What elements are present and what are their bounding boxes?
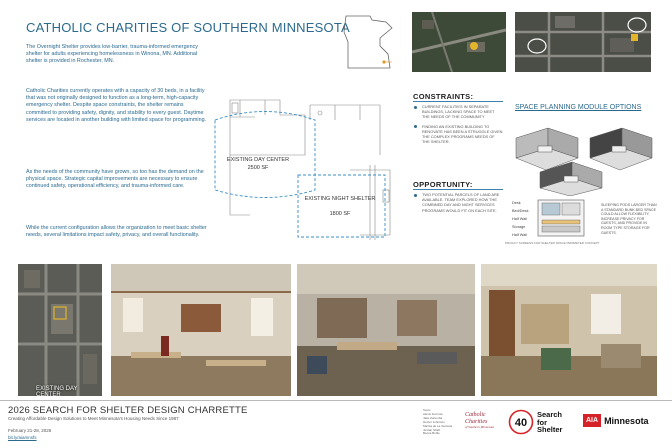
opportunity-underline (413, 189, 503, 190)
interior-photo-1 (111, 264, 291, 396)
interior-photo-3 (481, 264, 657, 396)
privacy-screens-caption: PRIVACY SCREENS FOR SHELTER SPACE PERIMETER CONCEPT (505, 241, 600, 245)
team-member: Alexis Fortnow (423, 411, 443, 416)
footer-title: 2026 SEARCH FOR SHELTER DESIGN CHARRETTE (8, 405, 248, 416)
team-member: Marisa de La Ventana (423, 423, 453, 428)
team-member: Hector Johnston (423, 419, 445, 424)
module-label-bed-desk: Bed/Desk (512, 209, 529, 213)
intro-paragraph: The Overnight Shelter provides low-barrier, trauma-informed emergency shelter for adults experiencing homelessness in Winona, MN. Additional shelter is provided in Rochester, MN. (26, 44, 198, 65)
team-list (423, 409, 463, 436)
constraint-item: FINDING AN EXISTING BUILDING TO RENOVATE HAS BEEN A STRUGGLE GIVEN THE COMPLEX PROGRAMS NEEDS OF THE SHELTER. (413, 124, 503, 145)
minnesota-locator-map (340, 12, 398, 72)
module-plan-diagram (510, 198, 598, 240)
interior-photo-2 (297, 264, 475, 396)
footer-divider (0, 400, 672, 401)
module-label-half-wall-2: Half Wall (512, 233, 528, 237)
opportunity-heading: OPPORTUNITY: (413, 180, 473, 189)
logo-sfs-line3: Shelter (537, 425, 563, 435)
page-title: CATHOLIC CHARITIES OF SOUTHERN MINNESOTA (26, 20, 350, 35)
constraints-heading: CONSTRAINTS: (413, 92, 474, 101)
photo-caption: EXISTING DAY CENTER (36, 386, 78, 396)
logo-sfs-line1: Search (537, 410, 563, 419)
night-shelter-area: 1800 SF (329, 211, 351, 217)
logo-sfs-line2: for (537, 417, 547, 427)
team-member: Jake Zaremba (423, 415, 443, 420)
aia-minnesota-text: Minnesota (604, 415, 649, 426)
module-label-half-wall: Half Wall (512, 217, 528, 221)
opportunity-list (413, 192, 503, 217)
footer-link[interactable]: bit.ly/aiamnsfs (8, 435, 37, 440)
module-label-storage: Storage (512, 225, 526, 229)
day-center-label: EXISTING DAY CENTER (226, 157, 290, 163)
module-label-desk: Desk (512, 201, 521, 205)
logo-cc-line2: Charities (465, 418, 488, 425)
aerial-photo-parcels (515, 12, 651, 72)
logo-cc-line3: of Southern Minnesota (465, 425, 495, 429)
aerial-photo-site (412, 12, 506, 72)
space-planning-heading: SPACE PLANNING MODULE OPTIONS (515, 104, 642, 111)
needs-paragraph: As the needs of the community have grown, so too has the demand on the physical space. Strategic capital improvements are necessary to ensure continued safety, operational efficiency, and trauma-informed care. (26, 169, 204, 190)
constraint-item: CURRENT FACILITIES IN SEPARATE BUILDINGS, LACKING SPACE TO MEET THE NEEDS OF THE COMMUNITY (413, 104, 503, 120)
40-years-logo (508, 409, 534, 435)
floor-plan-diagram (210, 95, 410, 255)
sleeping-pods-note: SLEEPING PODS LARGER THAN A STANDARD BUNK BED SPACE COULD ALLOW FLEXIBILITY, INCREASE PRIVACY FOR GUESTS, AND PROVIDE IN ROOM TYPE STORAGE FOR GUESTS. (601, 203, 657, 235)
footer-date: February 21-28, 2026 (8, 428, 52, 433)
team-heading: Team (423, 408, 431, 412)
module-axonometric-renders (510, 118, 660, 196)
team-member: Becca Bohle (423, 431, 440, 436)
footer-subtitle: Creating Affordable Design Solutions to Meet Minnesota's Housing Needs Since 1987 (8, 416, 179, 421)
constraints-list (413, 104, 503, 148)
constraints-underline (413, 101, 503, 102)
aia-mark: AIA (583, 414, 601, 427)
logo-40-text: 40 (514, 417, 528, 429)
search-for-shelter-logo (537, 411, 562, 434)
aerial-day-center-photo (18, 264, 102, 396)
catholic-charities-logo (465, 412, 505, 429)
opportunity-item: TWO POTENTIAL PARCELS OF LAND ARE AVAILABLE. TEAM EXPLORED HOW THE COMBINED DAY AND NIGHT SERVICES PROGRAMS WOULD FIT ON EACH SITE. (413, 192, 503, 213)
team-member: Jordan Shaft (423, 427, 441, 432)
aia-minnesota-logo (583, 412, 649, 430)
logo-cc-line1: Catholic (465, 412, 486, 418)
day-center-area: 2500 SF (247, 165, 269, 171)
night-shelter-label: EXISTING NIGHT SHELTER (304, 196, 376, 202)
limitations-paragraph: While the current configuration allows the organization to meet basic shelter needs, several limitations impact safety, privacy, and overall functionality. (26, 225, 207, 239)
capacity-paragraph: Catholic Charities currently operates with a capacity of 30 beds, in a facility that was not originally designed to function as a long-term, high-capacity emergency shelter. Despite space constraints, the shelter remains committed to providing safety, dignity, and stability to every guest. Daytime services are located in another building with limited space for programming. (26, 88, 207, 123)
